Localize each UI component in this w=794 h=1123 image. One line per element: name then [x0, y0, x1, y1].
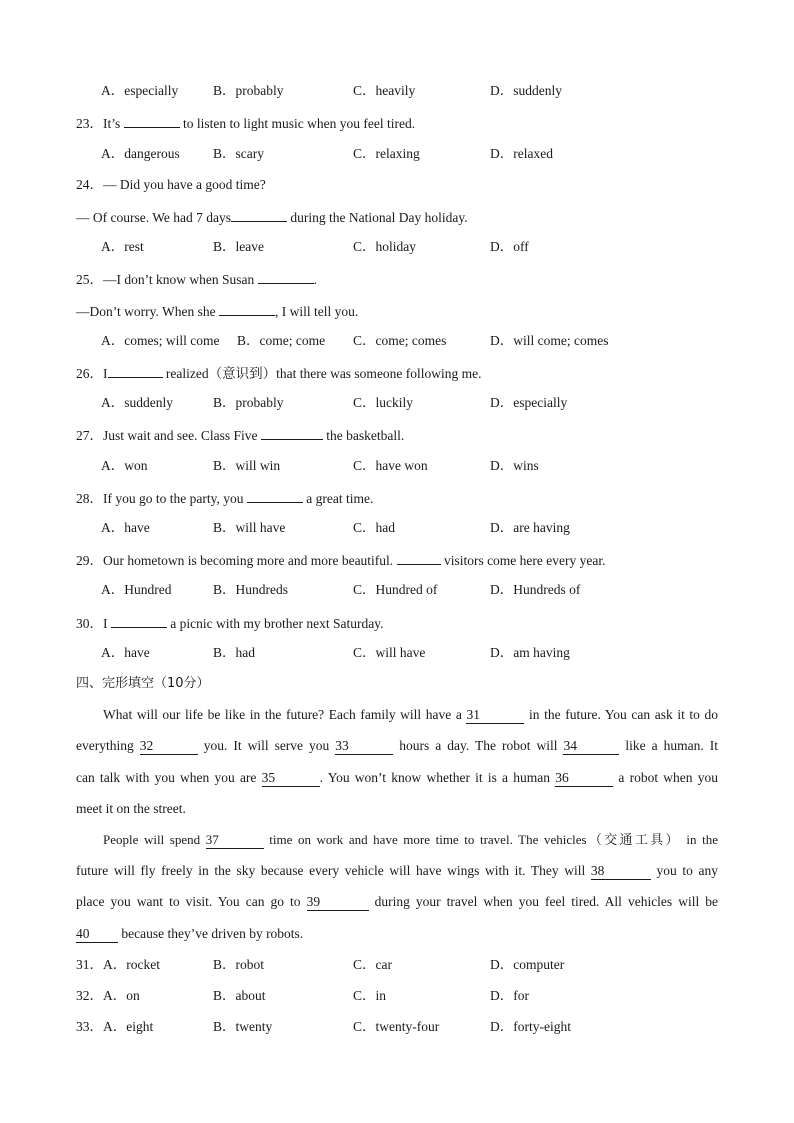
- option-b: B．probably: [213, 83, 284, 98]
- section-title: 四、完形填空（10分）: [76, 676, 210, 691]
- cloze-blank-33: 33: [335, 738, 393, 755]
- cloze-blank-39: 39: [307, 894, 369, 911]
- cloze-blank-31: 31: [466, 707, 524, 724]
- cloze-blank-35: 35: [262, 770, 320, 787]
- question-text: 26．I: [76, 366, 108, 381]
- answer-blank: [231, 207, 287, 222]
- question-text: 28．If you go to the party, you: [76, 491, 247, 506]
- cloze-blank-40: 40: [76, 926, 118, 943]
- passage-text: place you want to visit. You can go to: [76, 894, 307, 909]
- option-d: D．are having: [490, 520, 570, 535]
- option-c: C．heavily: [353, 83, 416, 98]
- option-d: D．wins: [490, 458, 539, 473]
- passage-text: future will fly freely in the sky because every vehicle will have wings with it. They will: [76, 863, 591, 878]
- option-b: B．will win: [213, 458, 281, 473]
- option-d: D．relaxed: [490, 146, 553, 161]
- option-a: A．won: [101, 458, 148, 473]
- passage-text: you to any: [650, 863, 718, 878]
- option-a: A．especially: [101, 83, 179, 98]
- option-c: C．car: [353, 957, 392, 972]
- cloze-blank-34: 34: [563, 738, 619, 755]
- passage-text: in the future. You can ask it to do: [524, 707, 719, 722]
- option-a: 33．A．eight: [76, 1019, 154, 1034]
- answer-blank: [397, 550, 441, 565]
- option-c: C．twenty-four: [353, 1019, 440, 1034]
- question-text: —Don’t worry. When she: [76, 304, 219, 319]
- passage-text: like a human. It: [619, 738, 718, 753]
- option-c: C．have won: [353, 458, 428, 473]
- passage-text: What will our life be like in the future? Each family will have a: [103, 707, 467, 722]
- option-d: D．forty-eight: [490, 1019, 571, 1034]
- question-text: realized（意识到）that there was someone following me.: [162, 366, 482, 381]
- option-a: A．dangerous: [101, 146, 180, 161]
- option-b: B．will have: [213, 520, 286, 535]
- option-b: B．Hundreds: [213, 582, 288, 597]
- option-b: B．about: [213, 988, 266, 1003]
- option-d: D．off: [490, 239, 529, 254]
- option-d: D．for: [490, 988, 529, 1003]
- question-text: the basketball.: [322, 428, 405, 443]
- option-c: C．had: [353, 520, 395, 535]
- option-b: B．leave: [213, 239, 264, 254]
- passage-text: hours a day. The robot will: [393, 738, 564, 753]
- question-text: during the National Day holiday.: [287, 210, 468, 225]
- passage-text: can talk with you when you are: [76, 770, 262, 785]
- option-a: A．have: [101, 645, 150, 660]
- cloze-blank-37: 37: [206, 832, 264, 849]
- option-d: D．will come; comes: [490, 333, 609, 348]
- option-d: D．suddenly: [490, 83, 562, 98]
- answer-blank: [219, 301, 275, 316]
- option-c: C．holiday: [353, 239, 416, 254]
- option-d: D．Hundreds of: [490, 582, 581, 597]
- option-b: B．robot: [213, 957, 265, 972]
- question-text: 27．Just wait and see. Class Five: [76, 428, 261, 443]
- question-text: a picnic with my brother next Saturday.: [166, 616, 384, 631]
- option-b: B．twenty: [213, 1019, 273, 1034]
- question-text: 25．—I don’t know when Susan: [76, 272, 258, 287]
- answer-blank: [124, 113, 180, 128]
- question-text: — Of course. We had 7 days: [76, 210, 231, 225]
- question-text: , I will tell you.: [274, 304, 359, 319]
- passage-text: a robot when you: [613, 770, 718, 785]
- cloze-blank-32: 32: [140, 738, 198, 755]
- option-b: B．scary: [213, 146, 264, 161]
- option-d: D．computer: [490, 957, 565, 972]
- question-text: 23．It’s: [76, 116, 124, 131]
- question-text: .: [313, 272, 317, 287]
- question-text: 29．Our hometown is becoming more and more beautiful.: [76, 553, 397, 568]
- passage-text: everything: [76, 738, 140, 753]
- option-a: 32．A．on: [76, 988, 140, 1003]
- answer-blank: [258, 269, 314, 284]
- option-c: C．in: [353, 988, 387, 1003]
- passage-text: during your travel when you feel tired. All vehicles will be: [368, 894, 718, 909]
- passage-text: People will spend: [103, 832, 206, 847]
- passage-text: you. It will serve you: [197, 738, 336, 753]
- option-d: D．especially: [490, 395, 568, 410]
- question-text: 24．— Did you have a good time?: [76, 177, 266, 192]
- option-a: A．rest: [101, 239, 144, 254]
- question-text: visitors come here every year.: [440, 553, 606, 568]
- cloze-blank-38: 38: [591, 863, 651, 880]
- option-c: C．Hundred of: [353, 582, 438, 597]
- cloze-blank-36: 36: [555, 770, 613, 787]
- option-a: A．suddenly: [101, 395, 173, 410]
- option-d: D．am having: [490, 645, 570, 660]
- option-b: B．probably: [213, 395, 284, 410]
- passage-text: because they’ve driven by robots.: [118, 926, 304, 941]
- option-a: A．have: [101, 520, 150, 535]
- question-text: 30．I: [76, 616, 111, 631]
- option-a: A．Hundred: [101, 582, 172, 597]
- option-b: B．had: [213, 645, 255, 660]
- option-c: C．come; comes: [353, 333, 447, 348]
- option-a: 31．A．rocket: [76, 957, 160, 972]
- answer-blank: [108, 363, 163, 378]
- answer-blank: [261, 425, 323, 440]
- option-a: A．comes; will come: [101, 333, 220, 348]
- passage-text: meet it on the street.: [76, 801, 186, 816]
- question-text: a great time.: [302, 491, 374, 506]
- passage-text: time on work and have more time to travel. The vehicles（交通工具） in the: [263, 832, 719, 847]
- option-c: C．relaxing: [353, 146, 420, 161]
- option-c: C．luckily: [353, 395, 413, 410]
- option-c: C．will have: [353, 645, 426, 660]
- option-b: B．come; come: [237, 333, 326, 348]
- answer-blank: [247, 488, 303, 503]
- answer-blank: [111, 613, 167, 628]
- passage-text: . You won’t know whether it is a human: [319, 770, 556, 785]
- question-text: to listen to light music when you feel tired.: [179, 116, 416, 131]
